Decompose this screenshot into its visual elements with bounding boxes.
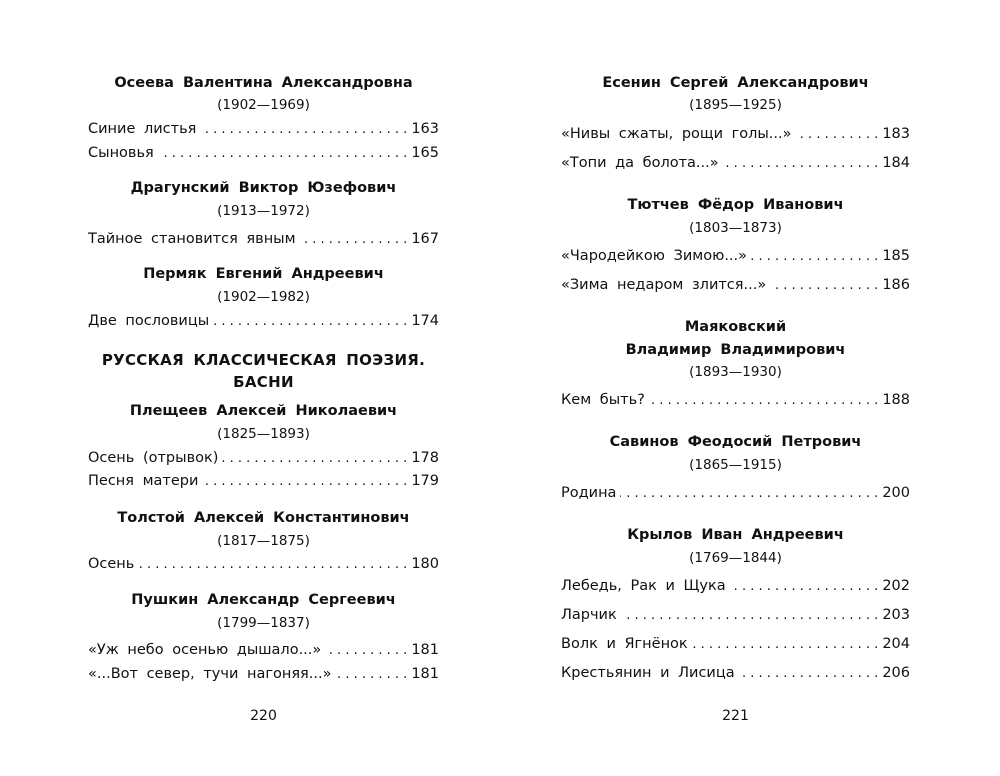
toc-entry[interactable] xyxy=(561,663,910,684)
author-name: Толстой Алексей Константинович xyxy=(117,510,410,526)
dot-leader xyxy=(621,606,879,626)
dot-leader xyxy=(730,577,879,597)
toc-entry[interactable] xyxy=(88,448,439,469)
entry-page-number: 186 xyxy=(882,277,910,293)
dot-leader xyxy=(796,125,879,145)
author-name: Осеева Валентина Александровна xyxy=(114,75,413,91)
toc-entry[interactable] xyxy=(561,390,910,411)
dot-leader xyxy=(138,555,407,575)
author-years: (1799—1837) xyxy=(217,615,310,631)
dot-leader xyxy=(325,641,407,661)
entry-title: «Топи да болота...» xyxy=(561,155,719,171)
toc-entry[interactable] xyxy=(88,119,439,140)
dot-leader xyxy=(335,665,407,685)
author-name: Плещеев Алексей Николаевич xyxy=(129,403,398,419)
entry-title: Синие листья xyxy=(88,121,197,137)
toc-entry[interactable] xyxy=(88,229,439,250)
author-years: (1769—1844) xyxy=(689,550,782,566)
page-number: 221 xyxy=(722,708,749,724)
entry-title: Волк и Ягнёнок xyxy=(561,636,688,652)
author-name: Тютчев Фёдор Иванович xyxy=(627,197,844,213)
dot-leader xyxy=(200,120,407,140)
toc-entry[interactable] xyxy=(88,640,439,661)
left-page xyxy=(88,0,439,776)
entry-page-number: 185 xyxy=(882,248,910,264)
entry-title: Ларчик xyxy=(561,607,617,623)
author-years: (1902—1969) xyxy=(217,97,310,113)
author-years: (1913—1972) xyxy=(217,203,310,219)
entry-title: «Чародейкою Зимою...» xyxy=(561,248,748,264)
dot-leader xyxy=(158,144,408,164)
entry-title: Осень (отрывок) xyxy=(88,450,219,466)
entry-page-number: 178 xyxy=(411,450,439,466)
entry-page-number: 183 xyxy=(882,126,910,142)
entry-page-number: 203 xyxy=(882,607,910,623)
toc-entry[interactable] xyxy=(88,311,439,332)
section-title-line2: БАСНИ xyxy=(233,373,294,391)
dot-leader xyxy=(202,472,407,492)
entry-page-number: 181 xyxy=(411,642,439,658)
entry-title: Песня матери xyxy=(88,473,199,489)
author-years: (1817—1875) xyxy=(217,533,310,549)
entry-title: «...Вот север, тучи нагоняя...» xyxy=(88,666,332,682)
entry-page-number: 165 xyxy=(411,145,439,161)
entry-page-number: 181 xyxy=(411,666,439,682)
page-number: 220 xyxy=(250,708,277,724)
entry-title: Осень xyxy=(88,556,135,572)
dot-leader xyxy=(213,312,407,332)
author-name: Крылов Иван Андреевич xyxy=(627,527,844,543)
author-years: (1865—1915) xyxy=(689,457,782,473)
dot-leader xyxy=(751,247,878,267)
entry-page-number: 206 xyxy=(882,665,910,681)
toc-entry[interactable] xyxy=(561,576,910,597)
entry-title: «Нивы сжаты, рощи голы...» xyxy=(561,126,792,142)
entry-title: Тайное становится явным xyxy=(88,231,296,247)
dot-leader xyxy=(770,276,878,296)
entry-page-number: 188 xyxy=(882,392,910,408)
entry-page-number: 180 xyxy=(411,556,439,572)
toc-entry[interactable] xyxy=(88,143,439,164)
dot-leader xyxy=(723,154,879,174)
entry-page-number: 202 xyxy=(882,578,910,594)
author-name: Пушкин Александр Сергеевич xyxy=(131,592,396,608)
toc-entry[interactable] xyxy=(561,246,910,267)
toc-entry[interactable] xyxy=(88,664,439,685)
entry-page-number: 179 xyxy=(411,473,439,489)
toc-entry[interactable] xyxy=(88,471,439,492)
entry-title: Крестьянин и Лисица xyxy=(561,665,735,681)
toc-entry[interactable] xyxy=(88,554,439,575)
toc-entry[interactable] xyxy=(561,483,910,504)
author-name: Есенин Сергей Александрович xyxy=(602,75,869,91)
entry-title: Сыновья xyxy=(88,145,154,161)
author-name: Савинов Феодосий Петрович xyxy=(609,434,862,450)
author-years: (1895—1925) xyxy=(689,97,782,113)
author-name: Драгунский Виктор Юзефович xyxy=(130,180,397,196)
dot-leader xyxy=(649,391,878,411)
entry-page-number: 174 xyxy=(411,313,439,329)
author-years: (1893—1930) xyxy=(689,364,782,380)
dot-leader xyxy=(739,664,879,684)
entry-page-number: 200 xyxy=(882,485,910,501)
toc-entry[interactable] xyxy=(561,634,910,655)
entry-title: Кем быть? xyxy=(561,392,645,408)
author-name: Пермяк Евгений Андреевич xyxy=(143,266,384,282)
author-years: (1825—1893) xyxy=(217,426,310,442)
entry-title: Родина xyxy=(561,485,617,501)
toc-entry[interactable] xyxy=(561,275,910,296)
toc-entry[interactable] xyxy=(561,605,910,626)
toc-entry[interactable] xyxy=(561,153,910,174)
entry-page-number: 163 xyxy=(411,121,439,137)
entry-title: Две пословицы xyxy=(88,313,210,329)
dot-leader xyxy=(222,449,407,469)
author-name-line2: Владимир Владимирович xyxy=(625,342,846,358)
dot-leader xyxy=(300,230,408,250)
dot-leader xyxy=(692,635,879,655)
toc-entry[interactable] xyxy=(561,124,910,145)
entry-page-number: 204 xyxy=(882,636,910,652)
entry-title: «Уж небо осенью дышало...» xyxy=(88,642,322,658)
dot-leader xyxy=(620,484,878,504)
entry-title: Лебедь, Рак и Щука xyxy=(561,578,726,594)
author-name-line1: Маяковский xyxy=(684,319,787,335)
entry-page-number: 167 xyxy=(411,231,439,247)
entry-title: «Зима недаром злится...» xyxy=(561,277,767,293)
right-page xyxy=(561,0,910,776)
author-years: (1803—1873) xyxy=(689,220,782,236)
author-years: (1902—1982) xyxy=(217,289,310,305)
entry-page-number: 184 xyxy=(882,155,910,171)
section-title-line1: РУССКАЯ КЛАССИЧЕСКАЯ ПОЭЗИЯ. xyxy=(101,351,426,369)
